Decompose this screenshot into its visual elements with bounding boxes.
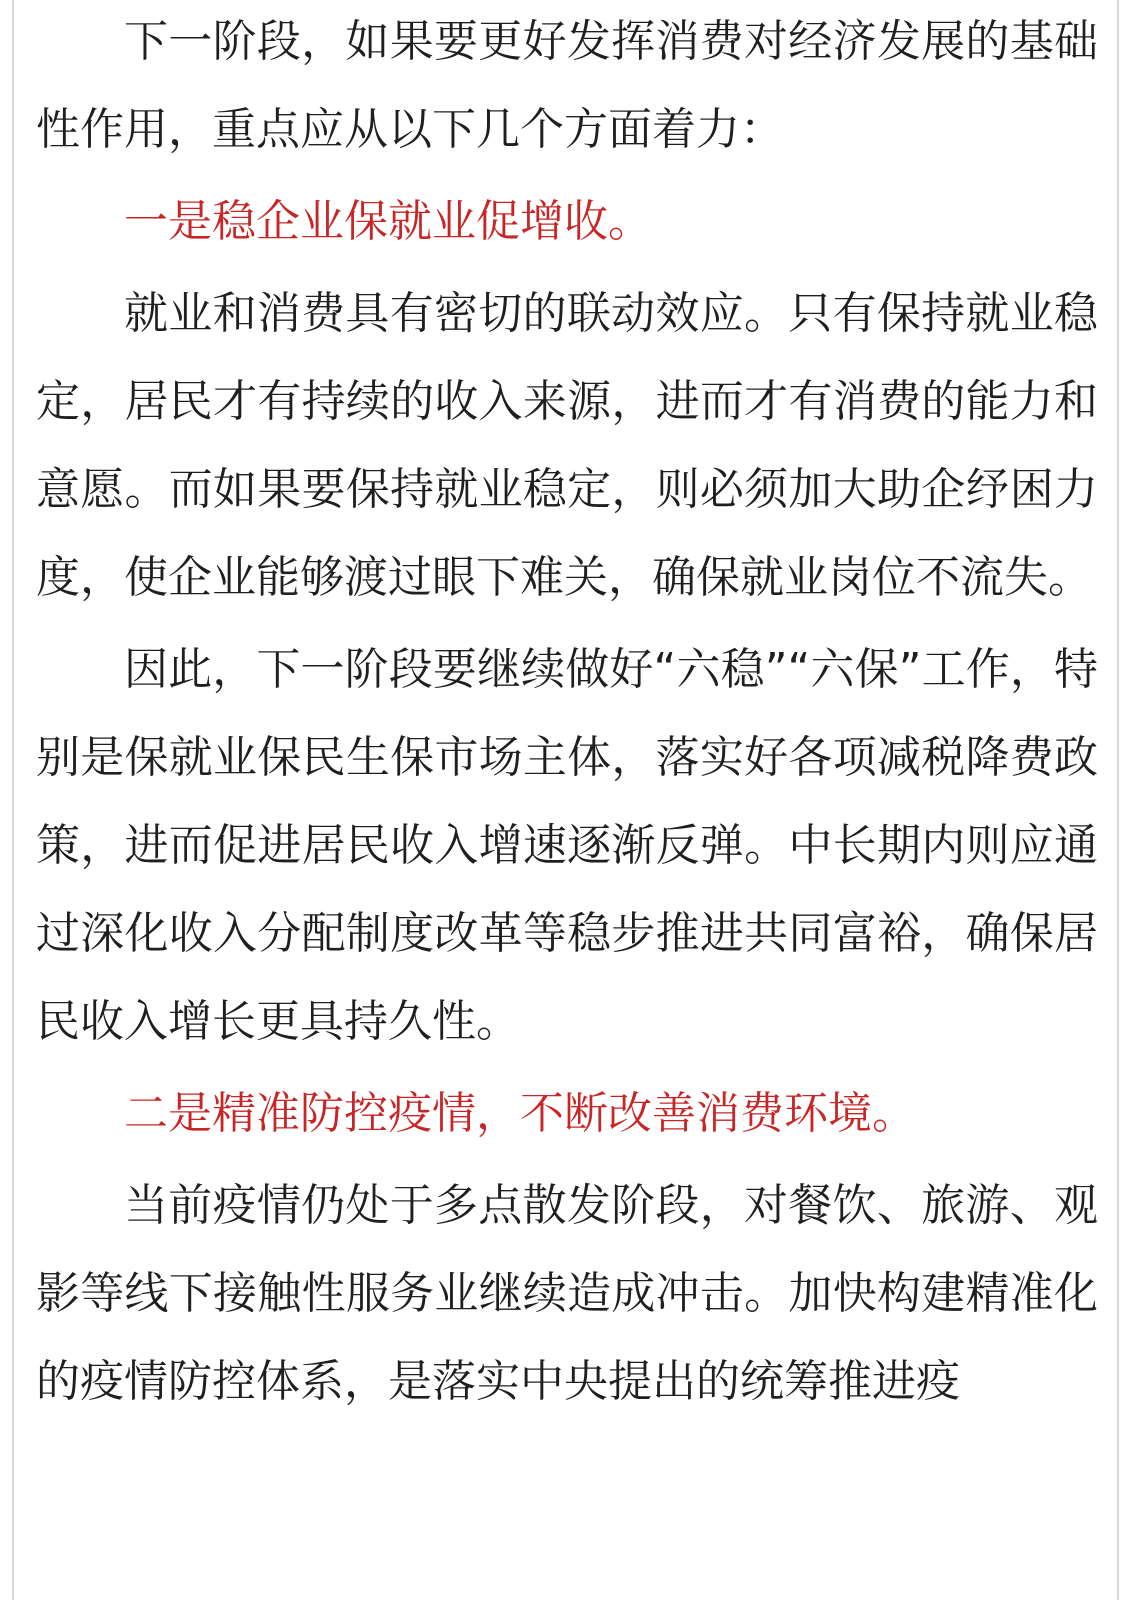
paragraph-employment: 就业和消费具有密切的联动效应。只有保持就业稳定，居民才有持续的收入来源，进而才有消费的能力和意愿。而如果要保持就业稳定，则必须加大助企纾困力度，使企业能够渡过眼下难关，确保就业岗位不流失。 [36, 288, 1098, 603]
section-heading-two: 二是精准防控疫情，不断改善消费环境。 [124, 1088, 916, 1139]
article-body [36, 0, 1098, 1426]
paragraph-intro: 下一阶段，如果要更好发挥消费对经济发展的基础性作用，重点应从以下几个方面着力： [36, 16, 1098, 155]
document-page [12, 0, 1119, 1600]
section-heading-one: 一是稳企业保就业促增收。 [124, 196, 652, 247]
paragraph-epidemic: 当前疫情仍处于多点散发阶段，对餐饮、旅游、观影等线下接触性服务业继续造成冲击。加快构建精准化的疫情防控体系，是落实中央提出的统筹推进疫 [36, 1180, 1098, 1407]
paragraph-six-stability: 因此，下一阶段要继续做好“六稳”“六保”工作，特别是保就业保民生保市场主体，落实好各项减税降费政策，进而促进居民收入增速逐渐反弹。中长期内则应通过深化收入分配制度改革等稳步推进共同富裕，确保居民收入增长更具持久性。 [36, 644, 1098, 1047]
